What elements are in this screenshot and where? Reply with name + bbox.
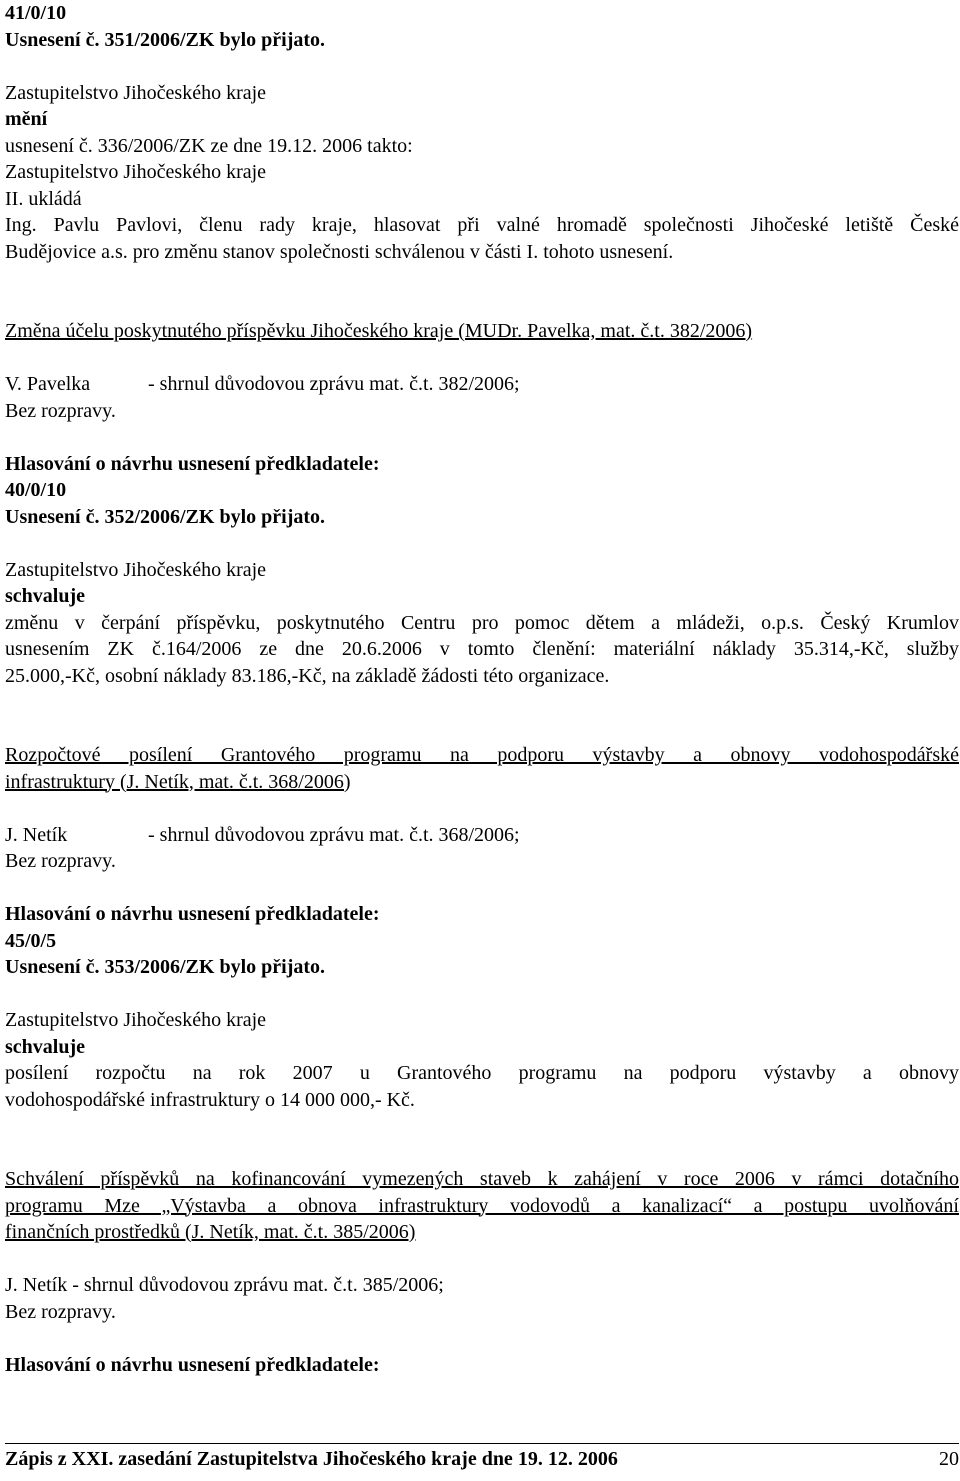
footer-title: Zápis z XXI. zasedání Zastupitelstva Jihočeského kraje dne 19. 12. 2006 xyxy=(5,1448,618,1470)
agenda-heading: Schválení příspěvků na kofinancování vymezených staveb k zahájení v roce 2006 v rámci dotačního xyxy=(5,1168,959,1190)
resolution-text: usnesením ZK č.164/2006 ze dne 20.6.2006 v tomto členění: materiální náklady 35.314,-Kč, služby xyxy=(5,638,959,660)
speaker-line xyxy=(5,371,959,398)
page-footer xyxy=(5,1443,959,1473)
agenda-heading: Změna účelu poskytnutého příspěvku Jihočeského kraje (MUDr. Pavelka, mat. č.t. 382/2006) xyxy=(5,320,753,342)
resolution-part: II. ukládá xyxy=(5,187,82,210)
speaker-line: J. Netík - shrnul důvodovou zprávu mat. č.t. 385/2006; xyxy=(5,1274,444,1296)
resolution-text: Budějovice a.s. pro změnu stanov společnosti schválenou v části I. tohoto usnesení. xyxy=(5,240,674,263)
resolution-body: Zastupitelstvo Jihočeského kraje xyxy=(5,558,267,581)
resolution-status: Usnesení č. 353/2006/ZK bylo přijato. xyxy=(5,956,326,978)
speaker-name: V. Pavelka xyxy=(5,373,91,395)
no-debate: Bez rozpravy. xyxy=(5,399,116,422)
resolution-action: mění xyxy=(5,108,48,130)
resolution-action: schvaluje xyxy=(5,1035,85,1058)
resolution-text: Ing. Pavlu Pavlovi, členu rady kraje, hlasovat při valné hromadě společnosti Jihočeské letiště České xyxy=(5,214,959,236)
resolution-body: Zastupitelstvo Jihočeského kraje xyxy=(5,1009,267,1031)
speaker-name: J. Netík xyxy=(5,823,68,846)
resolution-text: posílení rozpočtu na rok 2007 u Grantového programu na podporu výstavby a obnovy xyxy=(5,1062,959,1084)
resolution-body: Zastupitelstvo Jihočeského kraje xyxy=(5,161,267,183)
vote-label: Hlasování o návrhu usnesení předkladatele: xyxy=(5,452,380,475)
speaker-line xyxy=(5,822,959,849)
no-debate: Bez rozpravy. xyxy=(5,1300,116,1323)
resolution-text: změnu v čerpání příspěvku, poskytnutého Centru pro pomoc dětem a mládeži, o.p.s. Český Krumlov xyxy=(5,611,959,634)
speaker-text: - shrnul důvodovou zprávu mat. č.t. 382/2006; xyxy=(148,373,520,395)
agenda-heading: Rozpočtové posílení Grantového programu na podporu výstavby a obnovy vodohospodářské xyxy=(5,744,959,766)
resolution-status: Usnesení č. 352/2006/ZK bylo přijato. xyxy=(5,505,326,528)
resolution-text: 25.000,-Kč, osobní náklady 83.186,-Kč, na základě žádosti této organizace. xyxy=(5,664,610,687)
vote-result: 40/0/10 xyxy=(5,479,67,501)
page-number: 20 xyxy=(939,1448,959,1470)
speaker-text: - shrnul důvodovou zprávu mat. č.t. 368/2006; xyxy=(148,823,520,846)
vote-label: Hlasování o návrhu usnesení předkladatele: xyxy=(5,903,380,925)
agenda-heading: finančních prostředků (J. Netík, mat. č.t. 385/2006) xyxy=(5,1221,416,1243)
vote-result: 45/0/5 xyxy=(5,929,57,952)
agenda-heading: infrastruktury (J. Netík, mat. č.t. 368/2006) xyxy=(5,770,351,793)
vote-result: 41/0/10 xyxy=(5,2,67,24)
resolution-text: vodohospodářské infrastruktury o 14 000 000,- Kč. xyxy=(5,1088,415,1111)
resolution-body: Zastupitelstvo Jihočeského kraje xyxy=(5,81,267,104)
document-page xyxy=(5,0,959,1378)
resolution-status: Usnesení č. 351/2006/ZK bylo přijato. xyxy=(5,28,326,51)
resolution-action: schvaluje xyxy=(5,585,85,607)
vote-label: Hlasování o návrhu usnesení předkladatele: xyxy=(5,1353,380,1376)
resolution-text: usnesení č. 336/2006/ZK ze dne 19.12. 2006 takto: xyxy=(5,134,413,157)
agenda-heading: programu Mze „Výstavba a obnova infrastruktury vodovodů a kanalizací“ a postupu uvolňování xyxy=(5,1194,959,1217)
no-debate: Bez rozpravy. xyxy=(5,850,116,872)
